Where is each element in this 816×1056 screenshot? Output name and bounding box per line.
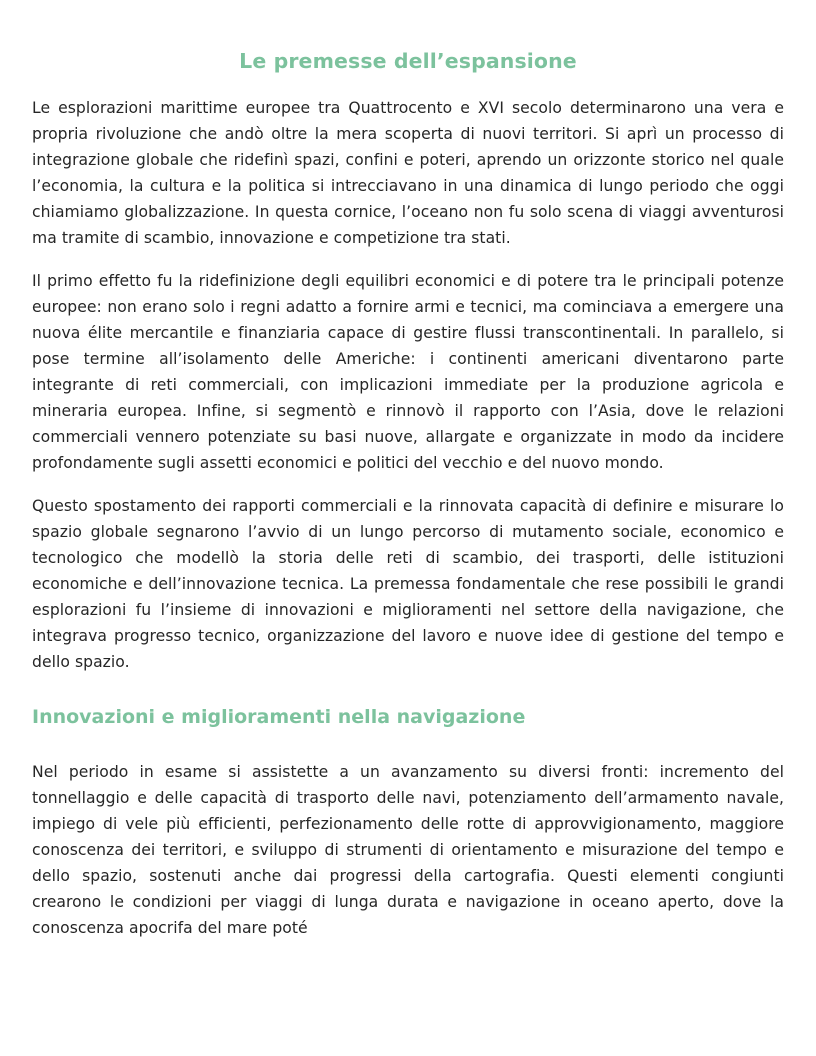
page-title: Le premesse dell’espansione [239,49,577,73]
document-page [32,46,784,941]
paragraph-2: Il primo effetto fu la ridefinizione degli equilibri economici e di potere tra le principali potenze europee: non erano solo i regni adatto a fornire armi e tecnici, ma cominciava a emergere una nuova élite mercantile e finanziaria capace di gestire flussi transcontinentali. In parallelo, si pose termine all’isolamento delle Americhe: i continenti americani diventarono parte integrante di reti commerciali, con implicazioni immediate per la produzione agricola e mineraria europea. Infine, si segmentò e rinnovò il rapporto con l’Asia, dove le relazioni commerciali vennero potenziate su basi nuove, allargate e organizzate in modo da incidere profondamente sugli assetti economici e politici del vecchio e del nuovo mondo. [32,272,784,472]
paragraph-1: Le esplorazioni marittime europee tra Quattrocento e XVI secolo determinarono una vera e propria rivoluzione che andò oltre la mera scoperta di nuovi territori. Si aprì un processo di integrazione globale che ridefinì spazi, confini e poteri, aprendo un orizzonte storico nel quale l’economia, la cultura e la politica si intrecciavano in una dinamica di lungo periodo che oggi chiamiamo globalizzazione. In questa cornice, l’oceano non fu solo scena di viaggi avventurosi ma tramite di scambio, innovazione e competizione tra stati. [32,99,784,247]
section-paragraph: Nel periodo in esame si assistette a un avanzamento su diversi fronti: incremento del tonnellaggio e delle capacità di trasporto delle navi, potenziamento dell’armamento navale, impiego di vele più efficienti, perfezionamento delle rotte di approvvigionamento, maggiore conoscenza dei territori, e sviluppo di strumenti di orientamento e misurazione del tempo e dello spazio, sostenuti anche dai progressi della cartografia. Questi elementi congiunti crearono le condizioni per viaggi di lunga durata e navigazione in oceano aperto, dove la conoscenza apocrifa del mare poté [32,763,784,937]
paragraph-3: Questo spostamento dei rapporti commerciali e la rinnovata capacità di definire e misurare lo spazio globale segnarono l’avvio di un lungo percorso di mutamento sociale, economico e tecnologico che modellò la storia delle reti di scambio, dei trasporti, delle istituzioni economiche e dell’innovazione tecnica. La premessa fondamentale che rese possibili le grandi esplorazioni fu l’insieme di innovazioni e miglioramenti nel settore della navigazione, che integrava progresso tecnico, organizzazione del lavoro e nuove idee di gestione del tempo e dello spazio. [32,497,784,671]
section-heading: Innovazioni e miglioramenti nella navigazione [32,706,526,728]
